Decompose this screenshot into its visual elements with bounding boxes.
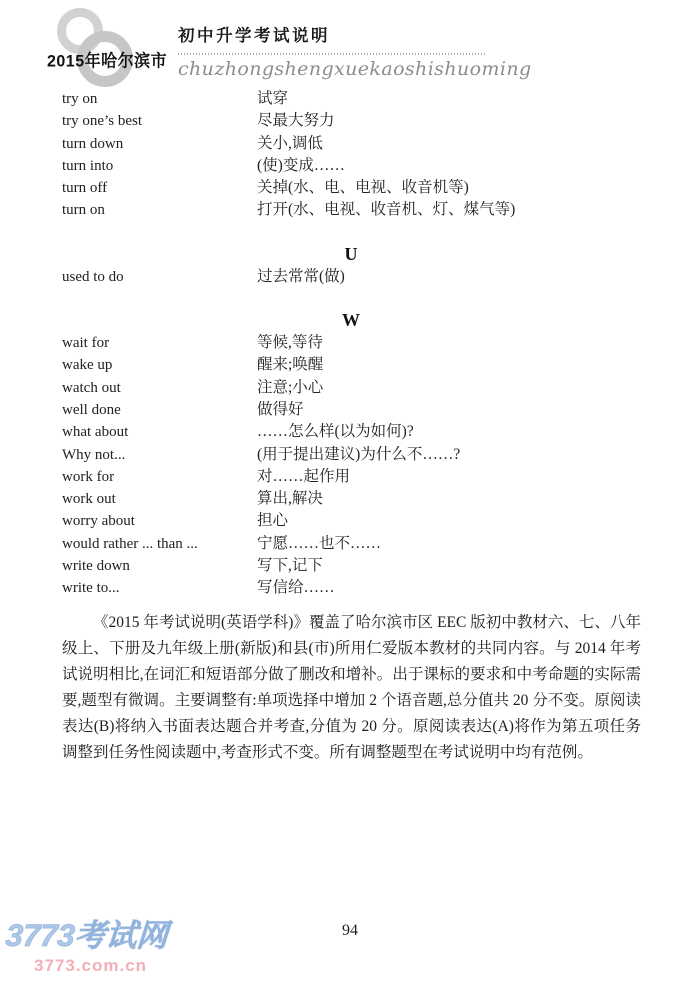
phrase-english: write to... — [62, 580, 120, 597]
header-pinyin: chuzhongshengxuekaoshishuoming — [178, 58, 532, 80]
phrase-row — [62, 155, 640, 177]
page-number: 94 — [342, 922, 358, 939]
phrase-english: turn down — [62, 135, 124, 152]
phrase-english: wait for — [62, 335, 110, 352]
phrase-english: work out — [62, 491, 116, 508]
phrase-chinese: 担心 — [257, 512, 289, 530]
phrase-row — [62, 199, 640, 221]
phrase-chinese: ……怎么样(以为如何)? — [257, 423, 414, 441]
phrase-english: worry about — [62, 513, 135, 530]
page-header — [178, 22, 532, 80]
phrase-english: try one’s best — [62, 113, 142, 130]
phrase-english: write down — [62, 558, 130, 575]
phrase-chinese: 尽最大努力 — [257, 112, 335, 130]
phrase-row — [62, 354, 640, 376]
phrase-chinese: (用于提出建议)为什么不……? — [257, 445, 461, 463]
phrase-english: would rather ... than ... — [62, 535, 198, 552]
phrase-english: used to do — [62, 268, 124, 285]
phrase-row — [62, 332, 640, 354]
book-title: 初中升学考试说明 — [178, 27, 330, 45]
phrase-chinese: 做得好 — [257, 400, 304, 418]
watermark-url: 3773.com.cn — [34, 956, 148, 975]
phrase-english: well done — [62, 401, 121, 418]
phrase-english: turn on — [62, 202, 105, 219]
section-letter-W: W — [342, 310, 360, 331]
phrase-row — [62, 510, 640, 532]
phrase-row — [62, 399, 640, 421]
phrase-chinese: 算出,解决 — [257, 490, 323, 508]
watermark-site-name: 3773考试网 — [4, 918, 169, 953]
phrase-row — [62, 110, 640, 132]
edition-label: 2015年哈尔滨市 — [47, 52, 168, 71]
summary-paragraph: 《2015 年考试说明(英语学科)》覆盖了哈尔滨市区 EEC 版初中教材六、七、八年级上、下册及九年级上册(新版)和县(市)所用仁爱版本教材的共同内容。与 2014 年考试说明相比,在词汇和短语部分做了删改和增补。出于课标的要求和中考命题的实际需要,题型有微调。主要调整有:单项选择中增加 2 个语音题,总分值共 20 分不变。原阅读表达(B)将纳入书面表达题合并考查,分值为 20 分。原阅读表达(A)将作为第五项任务调整到任务性阅读题中,考查形式不变。所有调整题型在考试说明中均有范例。 — [62, 614, 641, 761]
phrase-chinese: 写信给…… — [257, 579, 335, 597]
phrase-english: work for — [62, 468, 115, 485]
phrase-chinese: 对……起作用 — [257, 467, 351, 485]
phrase-row — [62, 533, 640, 555]
phrase-row — [62, 133, 640, 155]
phrase-row — [62, 577, 640, 599]
phrase-list — [62, 88, 640, 600]
phrase-chinese: 等候,等待 — [257, 334, 323, 352]
phrase-row — [62, 266, 640, 288]
header-divider — [178, 53, 485, 55]
phrase-row — [62, 177, 640, 199]
phrase-chinese: 过去常常(做) — [257, 267, 345, 285]
phrase-chinese: 写下,记下 — [257, 557, 323, 575]
phrase-english: Why not... — [62, 446, 126, 463]
phrase-chinese: 注意;小心 — [257, 378, 324, 396]
phrase-row — [62, 421, 640, 443]
phrase-chinese: 醒来;唤醒 — [257, 356, 324, 374]
phrase-english: try on — [62, 91, 98, 107]
phrase-english: what about — [62, 424, 129, 441]
phrase-row — [62, 466, 640, 488]
phrase-row — [62, 377, 640, 399]
phrase-chinese: 关小,调低 — [257, 134, 323, 152]
phrase-english: turn into — [62, 157, 114, 174]
phrase-chinese: 关掉(水、电、电视、收音机等) — [257, 179, 469, 197]
phrase-row — [62, 555, 640, 577]
phrase-chinese: (使)变成…… — [257, 156, 345, 174]
phrase-row — [62, 488, 640, 510]
phrase-chinese: 宁愿……也不…… — [257, 534, 382, 552]
phrase-english: wake up — [62, 357, 113, 374]
phrase-chinese: 试穿 — [257, 90, 289, 107]
phrase-english: turn off — [62, 180, 108, 197]
phrase-english: watch out — [62, 379, 121, 396]
section-letter-U: U — [344, 243, 358, 264]
watermark — [6, 910, 206, 976]
phrase-row — [62, 88, 640, 110]
phrase-chinese: 打开(水、电视、收音机、灯、煤气等) — [257, 201, 516, 219]
phrase-row — [62, 444, 640, 466]
